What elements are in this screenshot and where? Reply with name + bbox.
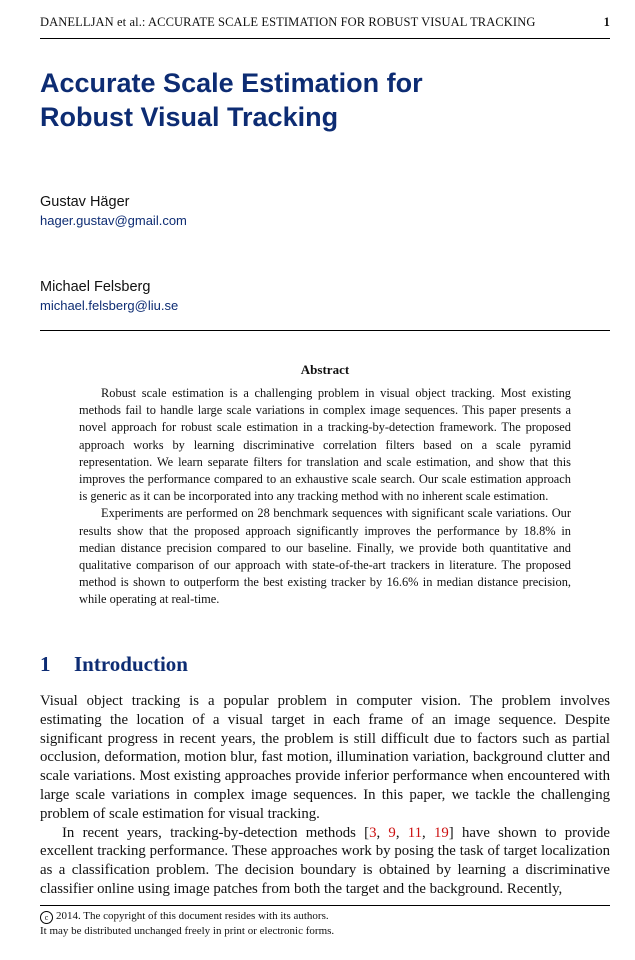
- footer-text: 2014. The copyright of this document resides with its authors.: [56, 910, 329, 922]
- introduction-body: [40, 692, 610, 899]
- footer-line-2: It may be distributed unchanged freely in print or electronic forms.: [40, 925, 335, 937]
- author-block: [40, 278, 178, 315]
- citation-link[interactable]: 19: [433, 824, 449, 841]
- author-email-link[interactable]: hager.gustav@gmail.com: [40, 213, 187, 228]
- body-paragraph: [40, 824, 610, 899]
- title-block-rule: [40, 330, 610, 331]
- footer-rule: [40, 905, 610, 906]
- author-email-link[interactable]: michael.felsberg@liu.se: [40, 298, 179, 313]
- running-head: [40, 15, 610, 30]
- page-number: 1: [603, 15, 610, 29]
- title-line-1: Accurate Scale Estimation for: [40, 68, 423, 98]
- title-line-2: Robust Visual Tracking: [40, 102, 339, 132]
- author-name: Michael Felsberg: [40, 279, 151, 295]
- author-block: [40, 193, 187, 230]
- abstract-body: [79, 385, 571, 609]
- abstract-heading: Abstract: [300, 362, 350, 377]
- citation-link[interactable]: 9: [388, 824, 396, 841]
- abstract-paragraph: Experiments are performed on 28 benchmark sequences with significant scale variations. Our results show that the proposed approach significantly improves the performance by 18.8% in median distance precision compared to our baseline. Finally, we provide both quantitative and qualitative comparison of our approach with state-of-the-art trackers in literature. The proposed method is shown to outperform the best existing tracker by 16.6% in median distance precision, while operating at real-time.: [79, 506, 571, 607]
- citation-separator: ,: [422, 824, 434, 841]
- body-paragraph: Visual object tracking is a popular problem in computer vision. The problem involves estimating the location of a visual target in each frame of an image sequence. Despite significant progress in recent years, the problem is still difficult due to factors such as partial occlusion, deformation, motion blur, fast motion, illumination variation, background clutter and scale variations. Most existing approaches provide inferior performance when encountered with large scale variations in complex image sequences. In this paper, we tackle the challenging problem of scale estimation for visual tracking.: [40, 693, 610, 822]
- header-rule: [40, 38, 610, 39]
- author-name: Gustav Häger: [40, 194, 130, 210]
- citation-separator: ,: [395, 824, 408, 841]
- citation-link[interactable]: 11: [407, 824, 423, 841]
- running-head-text: DANELLJAN et al.: ACCURATE SCALE ESTIMATION FOR ROBUST VISUAL TRACKING: [40, 15, 536, 29]
- footer-line-1: [40, 909, 610, 924]
- citation-separator: ,: [376, 824, 389, 841]
- section-heading: [40, 652, 188, 677]
- paragraph-text: In recent years, tracking-by-detection methods [: [62, 824, 370, 841]
- paper-title: [40, 66, 560, 134]
- copyright-footer: [40, 909, 610, 939]
- paragraph-text: ] have shown to provide excellent tracking performance. These approaches work by posing the task of target localization as a classification problem. The decision boundary is obtained by learning a discriminative classifier online using image patches from both the target and the background. Recently,: [40, 824, 610, 897]
- abstract-paragraph: Robust scale estimation is a challenging problem in visual object tracking. Most existing methods fail to handle large scale variations in complex image sequences. This paper presents a novel approach for robust scale estimation in a tracking-by-detection framework. The proposed approach works by learning discriminative correlation filters based on a scale pyramid representation. We learn separate filters for translation and scale estimation, and show that this improves the performance compared to an exhaustive scale search. Our scale estimation approach is generic as it can be incorporated into any tracking method with no inherent scale estimation.: [79, 386, 571, 504]
- citation-link[interactable]: 3: [369, 824, 377, 841]
- copyright-icon: c: [40, 911, 53, 924]
- section-title: Introduction: [74, 652, 188, 676]
- section-number: 1: [40, 652, 51, 676]
